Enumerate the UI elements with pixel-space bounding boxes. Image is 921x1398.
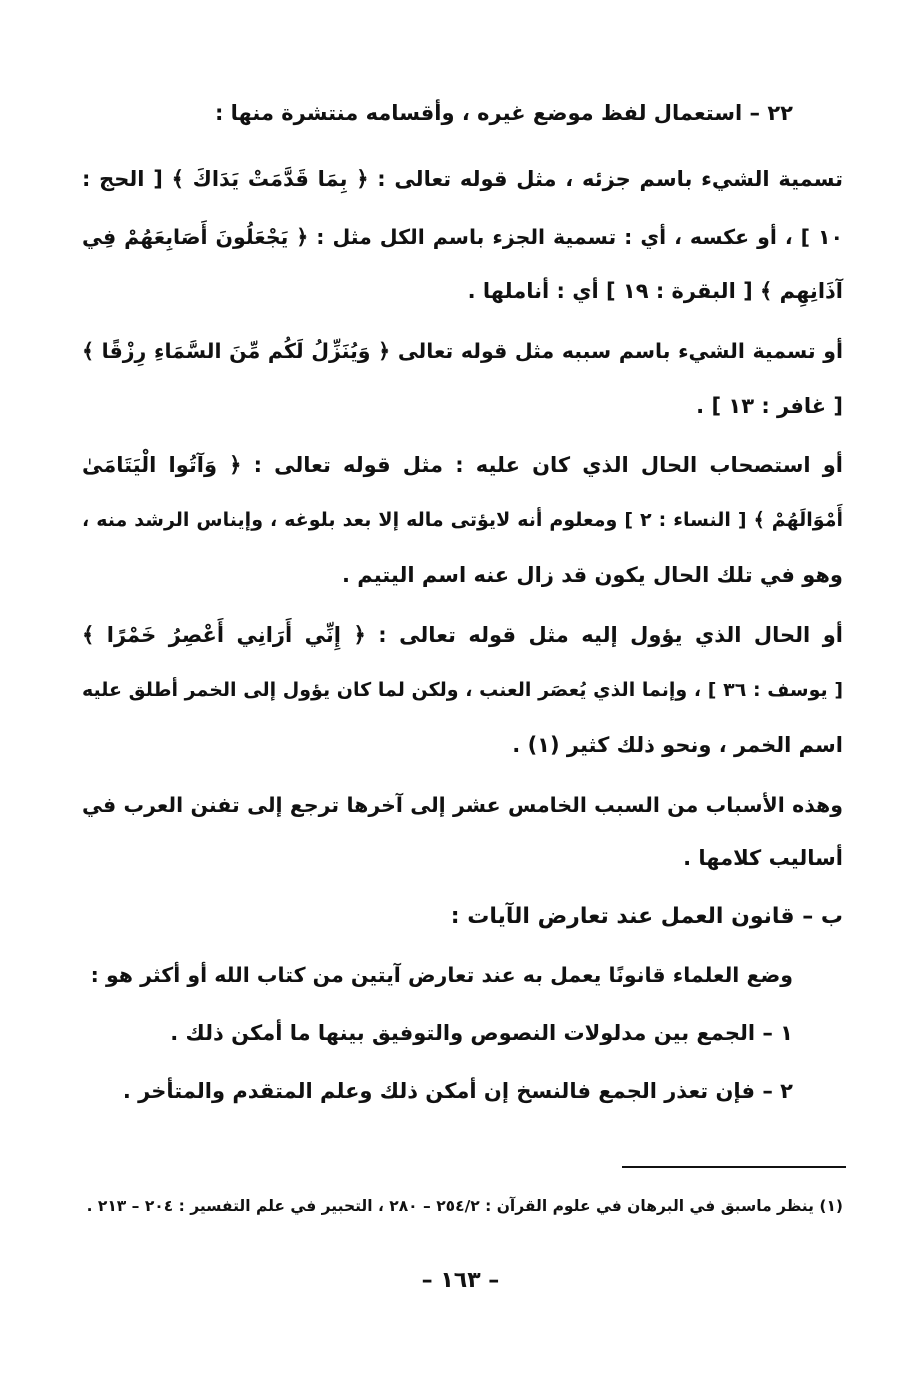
point-22-title: ٢٢ – استعمال لفظ موضع غيره ، وأقسامه منتشرة منها :: [214, 101, 793, 125]
section-heading-b: ب – قانون العمل عند تعارض الآيات :: [450, 904, 843, 929]
paragraph-summary-line-1: وهذه الأسباب من السبب الخامس عشر إلى آخرها ترجع إلى تفنن العرب في: [82, 793, 843, 817]
paragraph-part-name-line-3: آذَانِهِم ﴾ [ البقرة : ١٩ ] أي : أناملها .: [467, 279, 843, 303]
paragraph-part-name-line-2: ١٠ ] ، أو عكسه ، أي : تسمية الجزء باسم الكل مثل : ﴿ يَجْعَلُونَ أَصَابِعَهُمْ فِي: [82, 225, 843, 249]
page-number: – ١٦٣ –: [421, 1268, 500, 1293]
paragraph-former-state-line-3: وهو في تلك الحال يكون قد زال عنه اسم اليتيم .: [341, 563, 843, 587]
rule-item-2: ٢ – فإن تعذر الجمع فالنسخ إن أمكن ذلك وعلم المتقدم والمتأخر .: [122, 1079, 793, 1103]
paragraph-former-state-line-1: أو استصحاب الحال الذي كان عليه : مثل قوله تعالى : ﴿ وَآتُوا الْيَتَامَىٰ: [82, 453, 843, 477]
paragraph-part-name-line-1: تسمية الشيء باسم جزئه ، مثل قوله تعالى : ﴿ بِمَا قَدَّمَتْ يَدَاكَ ﴾ [ الحج :: [82, 167, 843, 191]
paragraph-future-state-line-1: أو الحال الذي يؤول إليه مثل قوله تعالى : ﴿ إِنِّي أَرَانِي أَعْصِرُ خَمْرًا ﴾: [82, 623, 843, 647]
paragraph-summary-line-2: أساليب كلامها .: [683, 846, 843, 870]
paragraph-former-state-line-2: أَمْوَالَهُمْ ﴾ [ النساء : ٢ ] ومعلوم أنه لايؤتى ماله إلا بعد بلوغه ، وإيناس الرشد منه ،: [82, 509, 843, 531]
paragraph-cause-line-1: أو تسمية الشيء باسم سببه مثل قوله تعالى ﴿ وَيُنَزِّلُ لَكُم مِّنَ السَّمَاءِ رِزْقًا ﴾: [82, 339, 843, 363]
paragraph-future-state-line-3: اسم الخمر ، ونحو ذلك كثير (١) .: [512, 733, 843, 757]
paragraph-rule-intro: وضع العلماء قانونًا يعمل به عند تعارض آيتين من كتاب الله أو أكثر هو :: [90, 963, 793, 987]
rule-item-1: ١ – الجمع بين مدلولات النصوص والتوفيق بينها ما أمكن ذلك .: [170, 1021, 793, 1045]
footnote-1: (١) ينظر ماسبق في البرهان في علوم القرآن : ٢٥٤/٢ – ٢٨٠ ، التحبير في علم التفسير : ٢٠٤ – ٢١٣ .: [86, 1197, 843, 1215]
paragraph-future-state-line-2: [ يوسف : ٣٦ ] ، وإنما الذي يُعصَر العنب ، ولكن لما كان يؤول إلى الخمر أطلق عليه: [82, 679, 844, 701]
paragraph-cause-line-2: [ غافر : ١٣ ] .: [696, 394, 843, 418]
footnote-separator: [622, 1166, 846, 1168]
